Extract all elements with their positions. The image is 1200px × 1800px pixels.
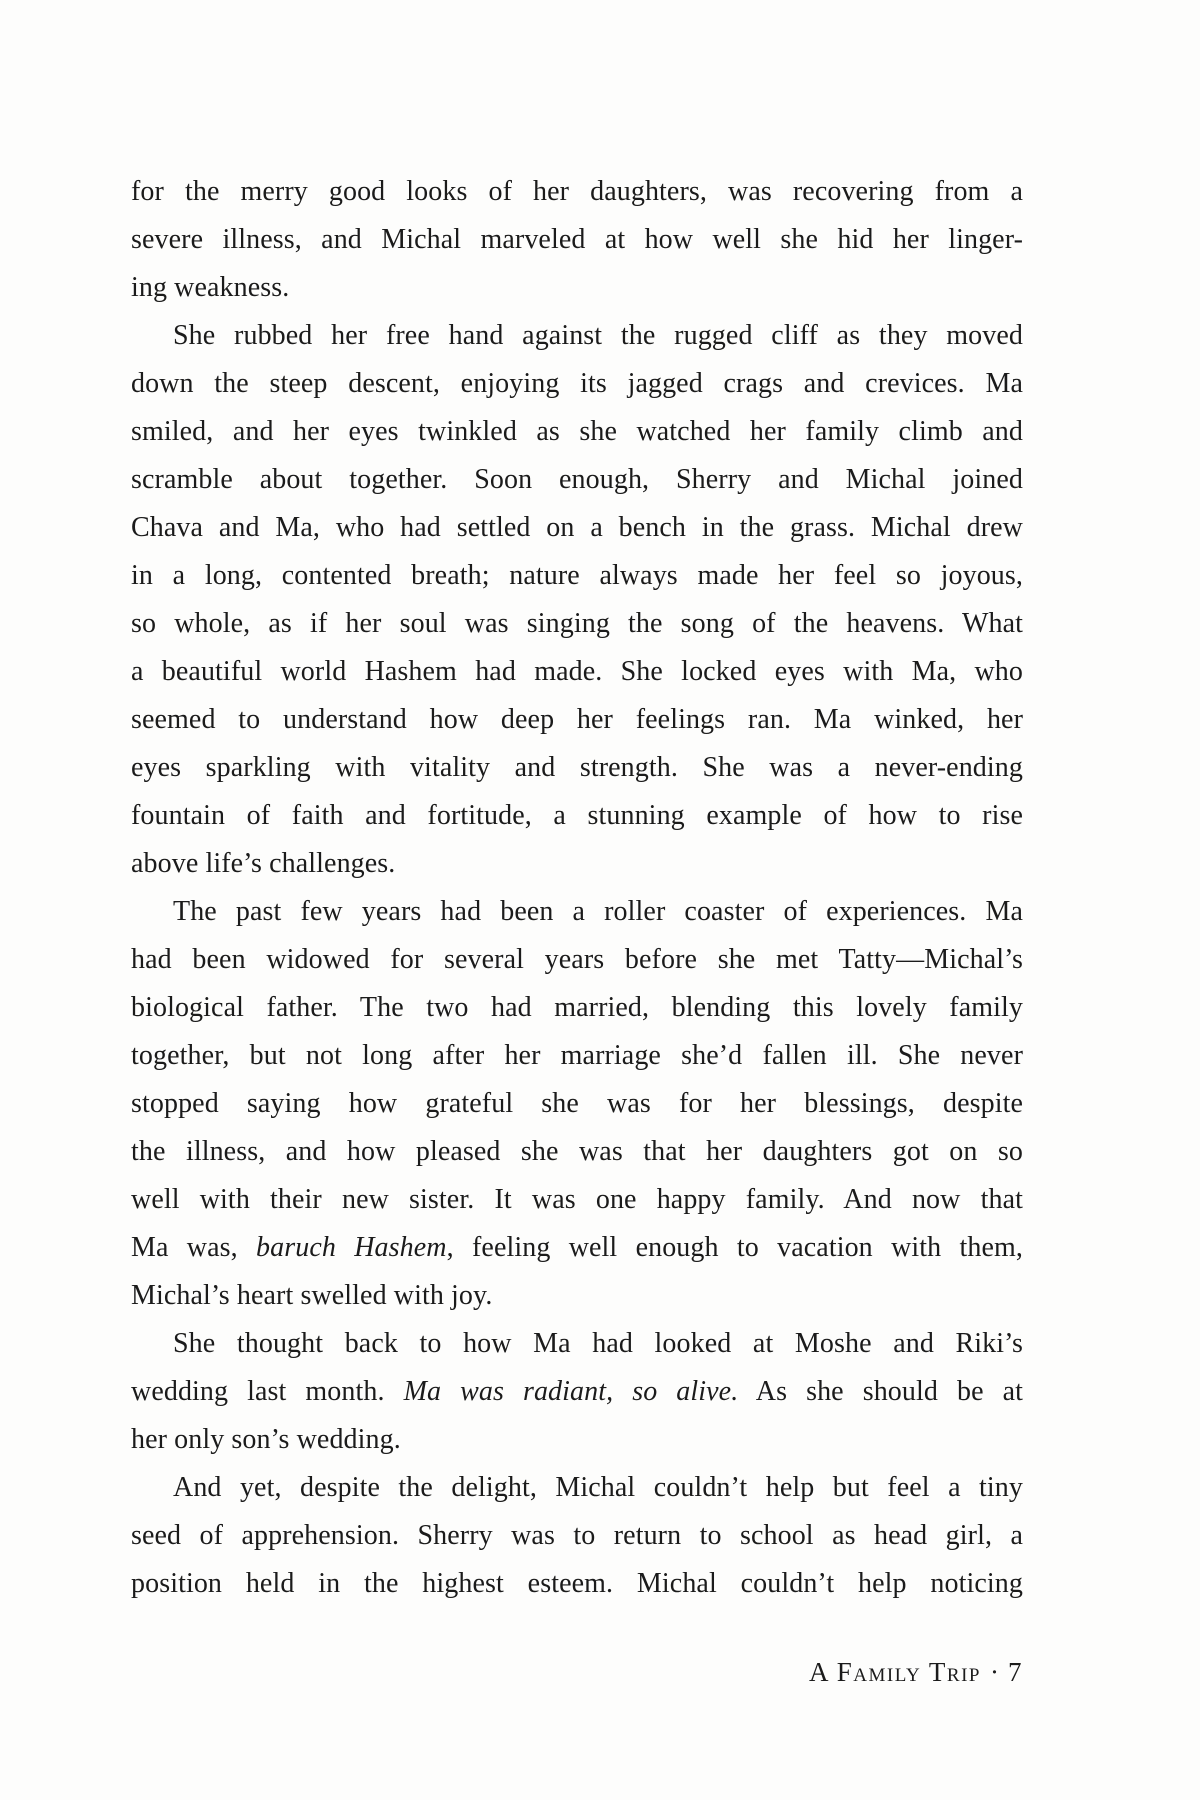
text-segment: biological father. The two had married, blending this lovely family: [131, 992, 1023, 1023]
text-segment: fountain of faith and fortitude, a stunning example of how to rise: [131, 800, 1023, 831]
text-line: [131, 1512, 1023, 1560]
text-segment: in a long, contented breath; nature always made her feel so joyous,: [131, 560, 1023, 591]
text-segment: ing weakness.: [131, 272, 290, 303]
text-segment: severe illness, and Michal marveled at how well she hid her linger-: [131, 224, 1023, 255]
text-line: [131, 264, 1023, 312]
text-segment: wedding last month.: [131, 1376, 404, 1407]
text-segment: The past few years had been a roller coaster of experiences. Ma: [173, 896, 1023, 927]
text-segment: smiled, and her eyes twinkled as she watched her family climb and: [131, 416, 1023, 447]
text-line: [131, 1128, 1023, 1176]
text-segment: a beautiful world Hashem had made. She locked eyes with Ma, who: [131, 656, 1023, 687]
text-line: [131, 1080, 1023, 1128]
text-line: [131, 1464, 1023, 1512]
paragraph: [131, 312, 1023, 888]
text-segment: above life’s challenges.: [131, 848, 396, 879]
text-segment: eyes sparkling with vitality and strength. She was a never-ending: [131, 752, 1023, 783]
paragraph: [131, 888, 1023, 1320]
text-line: [131, 744, 1023, 792]
text-line: [131, 552, 1023, 600]
text-line: [131, 648, 1023, 696]
text-block: [131, 168, 1023, 1608]
text-segment: And yet, despite the delight, Michal couldn’t help but feel a tiny: [173, 1472, 1023, 1503]
text-segment: so whole, as if her soul was singing the song of the heavens. What: [131, 608, 1023, 639]
text-line: [131, 696, 1023, 744]
text-line: [131, 168, 1023, 216]
text-segment: position held in the highest esteem. Michal couldn’t help noticing: [131, 1568, 1023, 1599]
text-segment: Ma was,: [131, 1232, 257, 1263]
text-segment: the illness, and how pleased she was that her daughters got on so: [131, 1136, 1023, 1167]
text-segment: had been widowed for several years before she met Tatty—Michal’s: [131, 944, 1023, 975]
text-segment: , feeling well enough to vacation with them,: [446, 1232, 1024, 1263]
text-line: [131, 360, 1023, 408]
text-segment: scramble about together. Soon enough, Sherry and Michal joined: [131, 464, 1023, 495]
text-line: [131, 888, 1023, 936]
page-number: 7: [1008, 1657, 1023, 1687]
text-line: [131, 1272, 1023, 1320]
text-segment: down the steep descent, enjoying its jagged crags and crevices. Ma: [131, 368, 1023, 399]
paragraph: [131, 168, 1023, 312]
text-line: [131, 936, 1023, 984]
text-segment: She rubbed her free hand against the rugged cliff as they moved: [173, 320, 1023, 351]
text-line: [131, 504, 1023, 552]
text-line: [131, 600, 1023, 648]
text-segment: for the merry good looks of her daughters, was recovering from a: [131, 176, 1023, 207]
text-line: [131, 1224, 1023, 1272]
text-line: [131, 984, 1023, 1032]
text-line: [131, 1416, 1023, 1464]
text-line: [131, 312, 1023, 360]
paragraph: [131, 1464, 1023, 1608]
text-segment: seed of apprehension. Sherry was to return to school as head girl, a: [131, 1520, 1023, 1551]
italic-text-segment: Ma was radiant, so alive.: [403, 1376, 739, 1407]
text-segment: Chava and Ma, who had settled on a bench in the grass. Michal drew: [131, 512, 1023, 543]
text-segment: her only son’s wedding.: [131, 1424, 401, 1455]
text-segment: seemed to understand how deep her feelings ran. Ma winked, her: [131, 704, 1023, 735]
footer-separator-dot: ·: [990, 1657, 999, 1687]
italic-text-segment: baruch Hashem: [256, 1232, 447, 1263]
text-line: [131, 840, 1023, 888]
text-segment: Michal’s heart swelled with joy.: [131, 1280, 493, 1311]
text-segment: together, but not long after her marriage she’d fallen ill. She never: [131, 1040, 1023, 1071]
text-line: [131, 408, 1023, 456]
text-line: [131, 1032, 1023, 1080]
text-line: [131, 216, 1023, 264]
text-segment: well with their new sister. It was one happy family. And now that: [131, 1184, 1023, 1215]
text-line: [131, 1560, 1023, 1608]
text-line: [131, 792, 1023, 840]
text-line: [131, 456, 1023, 504]
text-line: [131, 1368, 1023, 1416]
text-segment: She thought back to how Ma had looked at Moshe and Riki’s: [173, 1328, 1023, 1359]
page-footer: [131, 1656, 1023, 1688]
text-segment: stopped saying how grateful she was for her blessings, despite: [131, 1088, 1023, 1119]
running-title: A Family Trip: [809, 1657, 981, 1687]
text-segment: As she should be at: [738, 1376, 1023, 1407]
text-line: [131, 1320, 1023, 1368]
paragraph: [131, 1320, 1023, 1464]
text-line: [131, 1176, 1023, 1224]
